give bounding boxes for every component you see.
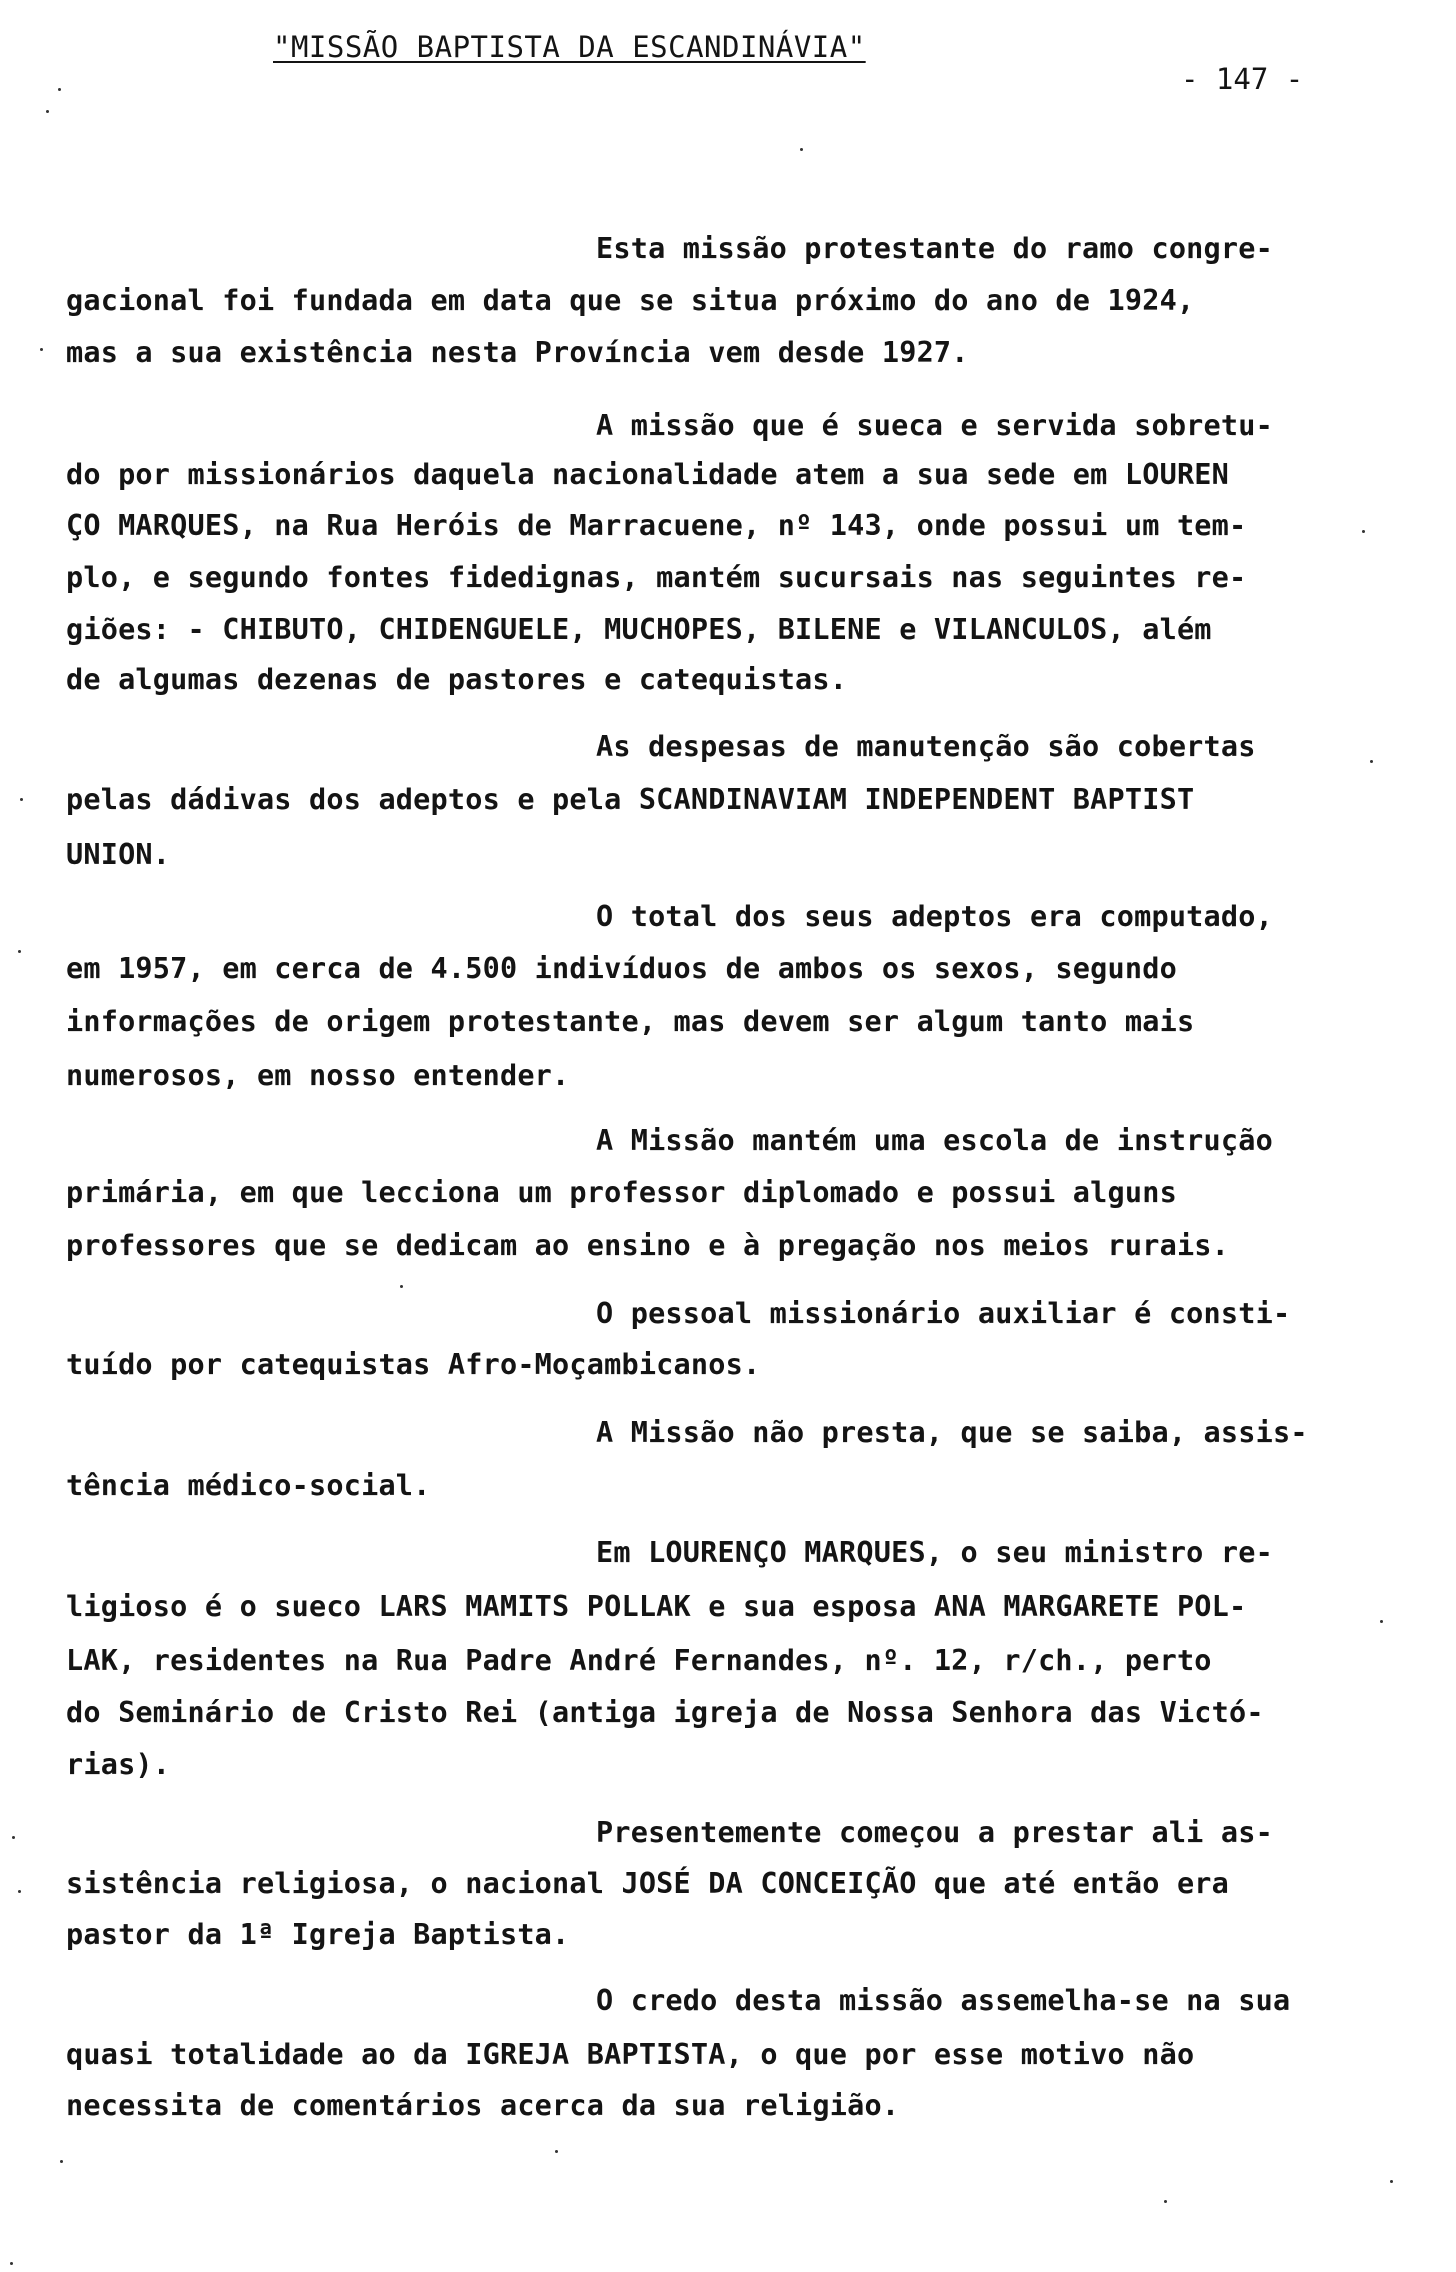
paragraph-line: de algumas dezenas de pastores e catequistas. [66, 663, 848, 696]
scan-speck [800, 148, 803, 151]
paragraph-line: sistência religiosa, o nacional JOSÉ DA CONCEIÇÃO que até então era [66, 1867, 1230, 1900]
paragraph-line: As despesas de manutenção são cobertas [596, 730, 1256, 763]
paragraph-line: giões: - CHIBUTO, CHIDENGUELE, MUCHOPES, BILENE e VILANCULOS, além [66, 613, 1212, 646]
paragraph-line: UNION. [66, 838, 171, 871]
paragraph-line: tuído por catequistas Afro-Moçambicanos. [66, 1348, 761, 1381]
paragraph-line: professores que se dedicam ao ensino e à pregação nos meios rurais. [66, 1229, 1230, 1262]
paragraph-line: gacional foi fundada em data que se situa próximo do ano de 1924, [66, 284, 1195, 317]
paragraph-line: O total dos seus adeptos era computado, [596, 900, 1273, 933]
paragraph-line: do Seminário de Cristo Rei (antiga igreja de Nossa Senhora das Victó- [66, 1696, 1264, 1729]
paragraph-line: A Missão não presta, que se saiba, assis- [596, 1416, 1308, 1449]
scan-speck [60, 2160, 63, 2163]
paragraph-line: Presentemente começou a prestar ali as- [596, 1816, 1273, 1849]
paragraph-line: informações de origem protestante, mas devem ser algum tanto mais [66, 1005, 1195, 1038]
paragraph-line: plo, e segundo fontes fidedignas, mantém sucursais nas seguintes re- [66, 561, 1247, 594]
paragraph-line: numerosos, em nosso entender. [66, 1059, 570, 1092]
scan-speck [46, 110, 49, 113]
paragraph-line: rias). [66, 1748, 171, 1781]
paragraph-line: primária, em que lecciona um professor diplomado e possui alguns [66, 1176, 1177, 1209]
scan-speck [10, 2262, 13, 2265]
paragraph-line: O credo desta missão assemelha-se na sua [596, 1984, 1291, 2017]
scan-speck [1380, 1620, 1383, 1623]
scan-speck [12, 1836, 15, 1839]
paragraph-line: mas a sua existência nesta Província vem desde 1927. [66, 336, 969, 369]
paragraph-line: A Missão mantém uma escola de instrução [596, 1124, 1273, 1157]
paragraph-line: pelas dádivas dos adeptos e pela SCANDINAVIAM INDEPENDENT BAPTIST [66, 783, 1195, 816]
paragraph-line: ÇO MARQUES, na Rua Heróis de Marracuene, nº 143, onde possui um tem- [66, 509, 1247, 542]
scan-speck [18, 1890, 21, 1893]
paragraph-line: ligioso é o sueco LARS MAMITS POLLAK e sua esposa ANA MARGARETE POL- [66, 1590, 1247, 1623]
scan-speck [58, 88, 61, 91]
scan-speck [555, 2150, 558, 2153]
paragraph-line: Em LOURENÇO MARQUES, o seu ministro re- [596, 1536, 1273, 1569]
scan-speck [1362, 530, 1365, 533]
paragraph-line: quasi totalidade ao da IGREJA BAPTISTA, o que por esse motivo não [66, 2038, 1195, 2071]
scan-speck [40, 348, 43, 351]
paragraph-line: do por missionários daquela nacionalidade atem a sua sede em LOUREN [66, 458, 1230, 491]
paragraph-line: tência médico-social. [66, 1469, 431, 1502]
scan-speck [400, 1285, 403, 1288]
paragraph-line: O pessoal missionário auxiliar é consti- [596, 1297, 1291, 1330]
paragraph-line: pastor da 1ª Igreja Baptista. [66, 1918, 570, 1951]
scan-speck [1390, 2180, 1393, 2183]
document-title: "MISSÃO BAPTISTA DA ESCANDINÁVIA" [273, 30, 866, 64]
scan-speck [18, 950, 21, 953]
paragraph-line: A missão que é sueca e servida sobretu- [596, 409, 1273, 442]
page-number: - 147 - [1181, 62, 1304, 96]
scan-speck [1164, 2200, 1167, 2203]
paragraph-line: necessita de comentários acerca da sua religião. [66, 2089, 900, 2122]
paragraph-line: em 1957, em cerca de 4.500 indivíduos de ambos os sexos, segundo [66, 952, 1177, 985]
paragraph-line: LAK, residentes na Rua Padre André Fernandes, nº. 12, r/ch., perto [66, 1644, 1212, 1677]
scan-speck [1370, 760, 1373, 763]
scan-speck [20, 798, 23, 801]
paragraph-line: Esta missão protestante do ramo congre- [596, 232, 1273, 265]
